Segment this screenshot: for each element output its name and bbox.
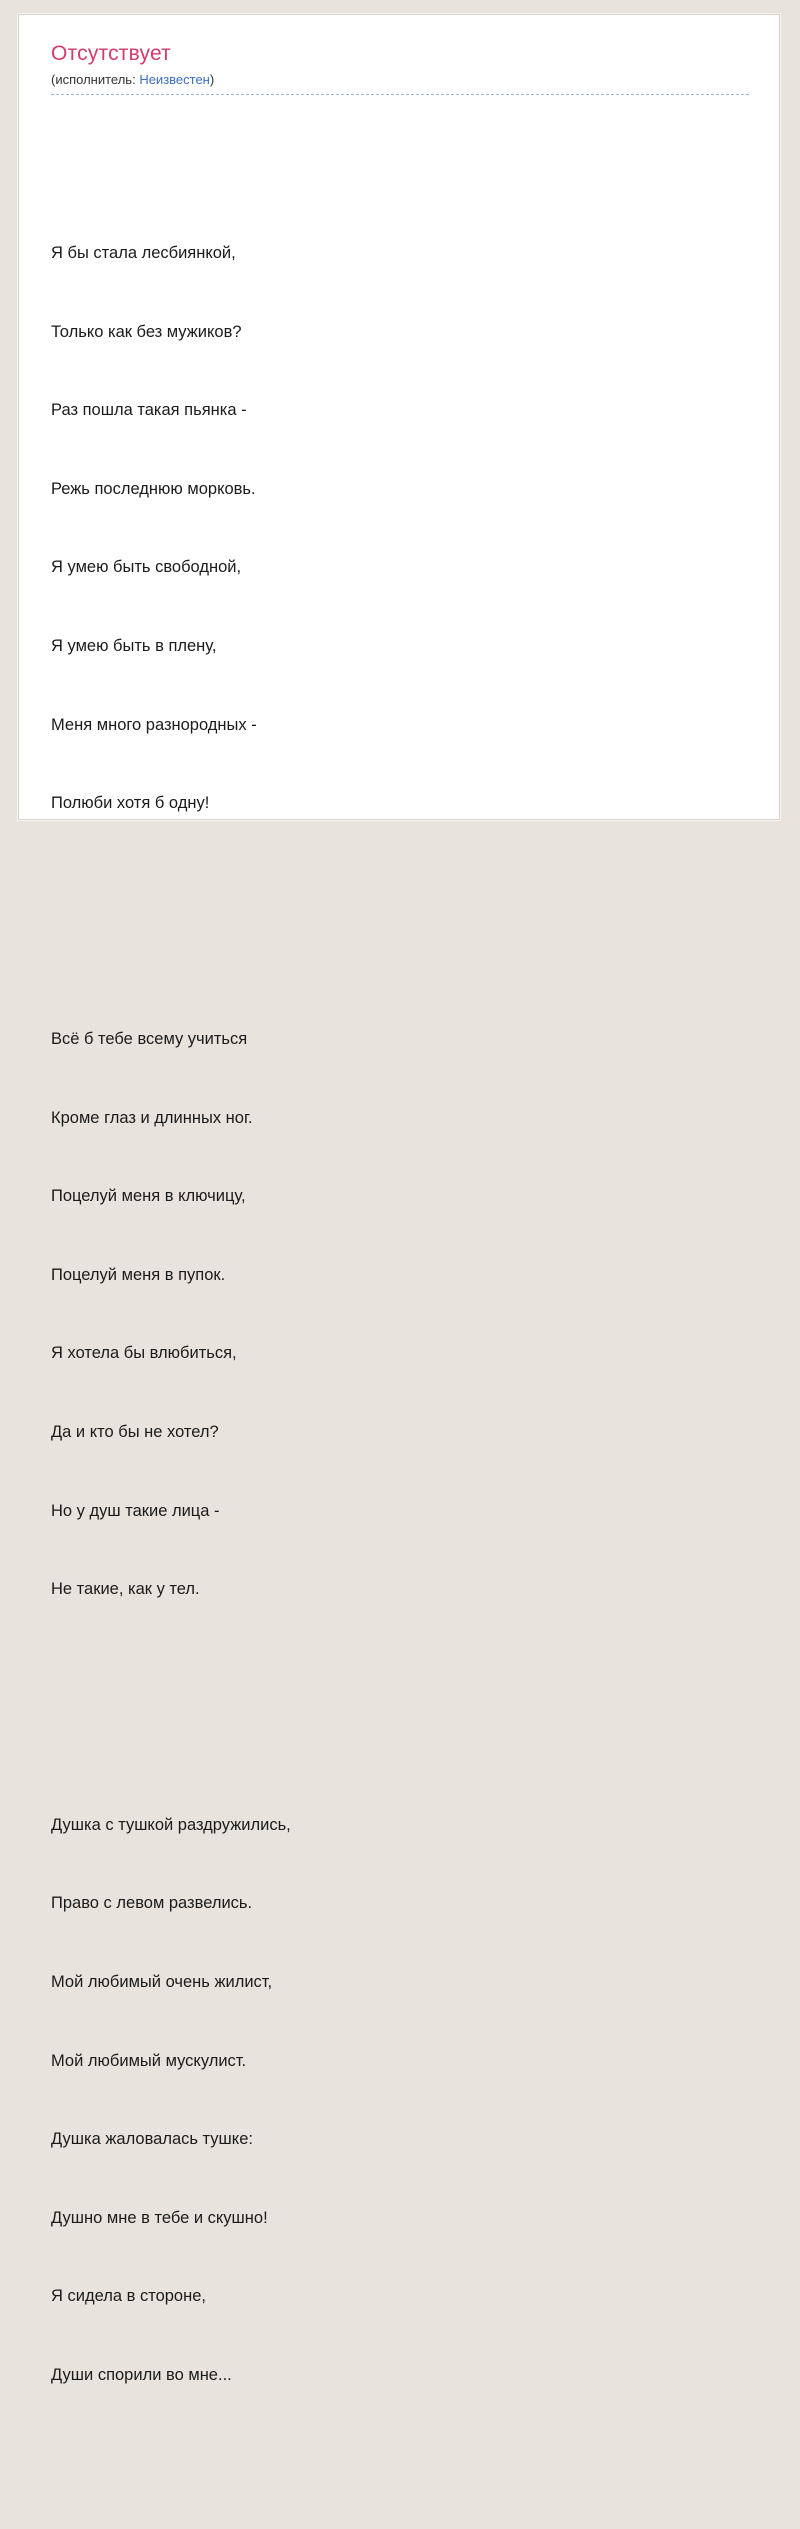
lyrics-line: Мой любимый очень жилист,	[51, 1973, 273, 1992]
lyrics-line: Мой любимый мускулист.	[51, 2051, 247, 2070]
lyrics-stanza	[51, 1759, 749, 2440]
lyrics-line: Но у душ такие лица -	[51, 1501, 220, 1520]
lyrics-stanza	[51, 188, 749, 869]
artist-prefix-label: (исполнитель:	[51, 72, 136, 87]
lyrics-line: Поцелуй меня в пупок.	[51, 1265, 226, 1284]
lyrics-stanza	[51, 974, 749, 1655]
lyrics-line: Да и кто бы не хотел?	[51, 1422, 219, 1441]
document-page	[18, 14, 780, 2385]
lyrics-line: Кроме глаз и длинных ног.	[51, 1108, 253, 1127]
lyrics-line: Я бы стала лесбиянкой,	[51, 244, 236, 263]
artist-line	[51, 71, 749, 88]
document-content	[19, 15, 779, 2529]
lyrics-line: Раз пошла такая пьянка -	[51, 401, 247, 420]
lyrics-line: Я хотела бы влюбиться,	[51, 1344, 237, 1363]
lyrics-line: Души спорили во мне...	[51, 2366, 232, 2385]
artist-link[interactable]: Неизвестен	[139, 72, 210, 87]
lyrics-line: Душно мне в тебе и скушно!	[51, 2208, 268, 2227]
lyrics-line: Не такие, как у тел.	[51, 1580, 200, 1599]
lyrics-line: Полюби хотя б одну!	[51, 794, 210, 813]
lyrics-body	[51, 109, 749, 2519]
lyrics-line: Меня много разнородных -	[51, 715, 257, 734]
lyrics-line: Всё б тебе всему учиться	[51, 1029, 248, 1048]
lyrics-line: Поцелуй меня в ключицу,	[51, 1187, 246, 1206]
divider	[51, 94, 749, 95]
lyrics-line: Режь последнюю морковь.	[51, 479, 256, 498]
lyrics-line: Я умею быть свободной,	[51, 558, 242, 577]
artist-suffix-label: )	[209, 72, 215, 87]
lyrics-line: Душка с тушкой раздружились,	[51, 1815, 291, 1834]
lyrics-line: Я умею быть в плену,	[51, 637, 217, 656]
lyrics-line: Я сидела в стороне,	[51, 2287, 206, 2306]
page-title: Отсутствует	[51, 42, 171, 65]
lyrics-line: Право с левом развелись.	[51, 1894, 253, 1913]
lyrics-line: Только как без мужиков?	[51, 322, 242, 341]
lyrics-line: Душка жаловалась тушке:	[51, 2130, 253, 2149]
